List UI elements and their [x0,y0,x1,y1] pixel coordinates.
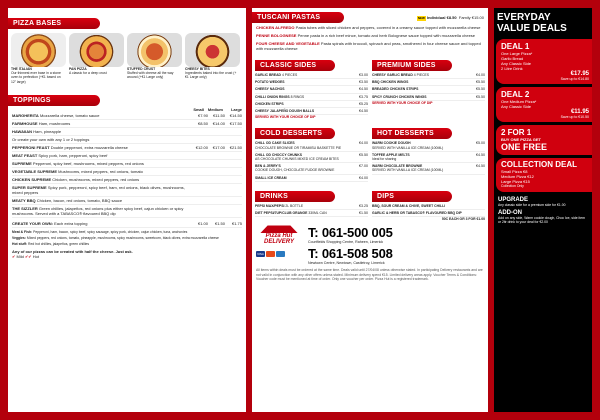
premium_sides-row [372,86,485,93]
drinks-price: €1.50 [359,211,368,216]
topping-name: HAWAIIAN [12,128,32,134]
classic_sides-row [255,94,368,101]
topping-price-large: €14.50 [229,112,242,118]
classic-sides [255,54,368,119]
topping-row [12,184,242,197]
classic_sides-row [255,72,368,79]
topping-row [12,112,242,120]
topping-row [12,120,242,128]
base-name: PAN PIZZA [69,67,87,71]
premium_sides-price: €5.50 [476,80,485,85]
topping-info [12,185,191,195]
hot_desserts-info [372,141,476,149]
contact-block [252,221,488,265]
hot_desserts-row [372,140,485,151]
cold_desserts-info [255,164,359,172]
drinks-name: PEPSI MAX/PEPSI [255,203,285,208]
payment-cards [256,251,304,257]
pizza-hut-logo: Pizza Hut DELIVERY [256,225,302,245]
hot_desserts-info [372,164,476,172]
premium_sides-name: BREADED CHICKEN STRIPS [372,87,419,92]
topping-desc: Ham, mushrooms [38,120,71,126]
topping-name: MARGHERITA [12,112,39,118]
cold_desserts-desc: COOKIE DOUGH, CHOCOLATE FUDGE BROWNIE [255,168,335,173]
topping-desc: Ham, pineapple [33,128,62,134]
dips-header: DIPS [372,191,452,202]
topping-info [12,177,191,182]
size-medium: Medium [207,106,223,112]
mastercard-icon [266,251,275,257]
dips [372,185,485,222]
topping-name: SUPER SUPREME [12,184,47,190]
topping-price-small: €7.90 [197,112,208,118]
topping-group: Veggies: Mixed peppers, red onions, tomato, pineapple, mushrooms, spicy mushrooms, sweetcorn, black olives, extra mozzarella cheese [12,236,219,241]
topping-name: FARMHOUSE [12,120,38,126]
cold_desserts-info [255,153,359,161]
classic_sides-price: €3.00 [359,73,368,77]
pasta-price-family: Family €15.00 [458,14,484,20]
topping-desc: Double pepperoni, extra mozzarella cheese [50,144,128,150]
cold_desserts-row [255,163,368,174]
dips-list [372,203,485,217]
deals-title: EVERYDAY VALUE DEALS [497,12,567,34]
cold_desserts-price: €4.00 [359,175,368,180]
hot_desserts-price: €5.00 [476,141,485,146]
topping-name: MEAT FEAST [12,152,38,158]
size-large: Large [231,106,242,112]
pasta-item: FOUR CHEESE AND VEGETABLE Pasta spirals with broccoli, spinach and peas, smothered in four cheese sauce and topped with mozzarella cheese [256,41,481,51]
classic_sides-info [255,102,359,106]
drinks-header: DRINKS [255,191,335,202]
classic_sides-price: €3.50 [359,80,368,85]
dips-name: GARLIC & HERB OR TABASCO® FLAVOURED BBQ DIP [372,211,462,216]
topping-prices [191,121,242,126]
cold_desserts-name: BEN & JERRY'S [255,164,281,169]
topping-row [12,176,242,184]
left-panel [8,8,246,412]
deal-2-for-1: 2 FOR 1 BUY ONE PIZZA GET ONE FREE [496,125,592,155]
pizza-bases [8,30,246,87]
middle-panel [252,8,488,412]
topping-name: CHICKEN SUPREME [12,176,52,182]
chilli-icon: ✔ [12,254,16,260]
base-name: CHEESY BITES [185,67,210,71]
hot_desserts-row [372,152,485,163]
phone-castletroy[interactable]: T: 061-508 508 [308,246,393,262]
hot_desserts-price: €4.50 [476,152,485,157]
premium_sides-name: SPICY CRUNCH CHICKEN WINGS [372,94,427,99]
cold_desserts-price: €5.50 [359,152,368,157]
premium_sides-name: CHEESY GARLIC BREAD [372,73,413,77]
cold_desserts-info [255,176,359,180]
premium_sides-note: 4 PIECES [413,73,430,77]
topping-info [12,113,191,118]
topping-price-medium: €14.00 [212,120,225,126]
create-label: CREATE YOUR OWN: [12,220,53,226]
classic_sides-price: €3.75 [359,94,368,99]
classic_sides-info [255,95,359,99]
pastas-list [252,23,488,51]
size-small: Small [193,106,204,112]
hot_desserts-row [372,163,485,174]
premium_sides-row [372,72,485,79]
topping-name: SUPREME [12,160,32,166]
hot_desserts-price: €4.50 [476,164,485,169]
dips-row [372,203,485,210]
topping-row [12,136,242,144]
base-desc: Our thinnest ever base in a stone oven to perfection (+€1 based on 12" large) [11,71,61,84]
topping-desc: Chicken, bacon, red onions, tomato, BBQ sauce [36,197,123,203]
pastas-header: TUSCANI PASTAS [252,12,344,23]
topping-prices [191,113,242,118]
address-raheen: Courtfields Shopping Centre, Raheen, Limerick [308,240,384,245]
dips-info [372,211,485,215]
pizza-image [11,33,66,67]
base-desc: Stuffed with cheese all the way around (+€1 Large only) [127,71,174,80]
premium_sides-price: €4.00 [476,73,485,77]
drinks [255,185,368,222]
drinks-list [255,203,368,217]
topping-info [12,198,191,203]
visa-card-icon: VISA [257,252,264,257]
classic_sides-info [255,109,359,113]
cold_desserts-price: €7.00 [359,164,368,169]
premium_sides-info [372,73,476,77]
premium_sides-row [372,79,485,86]
drinks-row [255,203,368,210]
topping-desc: Or create your own with any 1 or 2 toppings [12,136,90,142]
dips-name: BBQ, SOUR CREAM & CHIVE, SWEET CHILLI [372,203,446,208]
cold_desserts-row [255,175,368,182]
premium_sides-price: €5.50 [476,94,485,99]
topping-name: MEATY BBQ [12,197,36,203]
topping-price-small: €8.50 [197,120,208,126]
create-price-medium: €1.50 [214,220,225,226]
topping-price-large: €17.50 [229,120,242,126]
topping-info [12,137,191,142]
topping-desc: Pepperoni, spicy beef, mushrooms, mixed peppers, red onions [32,160,144,166]
hot-desserts-list [372,140,485,174]
drinks-note: 330ML CAN [308,211,327,216]
hot-desserts [372,122,485,181]
premium-sides-note: SERVED WITH YOUR CHOICE OF DIP [372,100,433,105]
create-your-own [8,220,246,260]
topping-info [12,153,191,158]
drinks-row [255,210,368,217]
base-stuffed [127,33,182,84]
create-price-large: €1.75 [231,220,242,226]
chilli-icon: ✔✔ [24,254,32,260]
pasta-price-individual: Individual €8.50 [426,14,457,20]
topping-info [12,145,191,150]
classic-sides-note: SERVED WITH YOUR CHOICE OF DIP [255,115,316,120]
topping-row [12,152,242,160]
topping-info [12,169,191,174]
deal-price: €17.95 [570,71,589,77]
classic_sides-name: CHEESY NACHOS [255,87,285,92]
topping-info [12,129,191,134]
pasta-item: CHICKEN ALFREDO Pasta tubes with sliced chicken and peppers, covered in a creamy sauce topped with mozzarella cheese [256,25,481,30]
deal-collection: COLLECTION DEAL Small Pizza €8 Medium Pizza €12 Large Pizza €15 Collection Only [496,158,592,192]
cold_desserts-price: €4.00 [359,141,368,146]
topping-price-small: €12.00 [195,144,208,150]
classic_sides-info [255,80,359,84]
premium-sides-list [372,72,485,101]
cold_desserts-info [255,141,359,149]
create-desc: Each extra topping [54,220,88,226]
drinks-name: DIET PEPSI/7UP/CLUB ORANGE [255,211,308,216]
hot_desserts-name: TOFFEE APPLE MELTS [372,152,410,157]
laser-card-icon [276,251,285,257]
topping-row [12,128,242,136]
premium-sides-header: PREMIUM SIDES [372,60,452,71]
classic_sides-row [255,108,368,115]
classic_sides-name: CHILLI ONION RINGS [255,94,290,99]
topping-row [12,197,242,205]
premium_sides-row [372,94,485,101]
deal-1: DEAL 1 One Large Pizza* Garlic Bread Any Classic Side 2 Litre Drink €17.95 Save up to €14.80 [496,39,592,84]
topping-name: VEGETABLE SUPREME [12,168,58,174]
topping-group: Meat & Fish: Pepperoni, ham, bacon, spicy beef, spicy sausage, spicy pork, chicken, cajun chicken, tuna, anchovies [12,229,188,234]
topping-row [12,205,242,218]
dips-info [372,204,485,208]
base-name: STUFFED CRUST [127,67,156,71]
deals-panel [494,8,592,412]
pasta-item: PENNE BOLOGNESE Penne pasta in a rich beef mince, tomato and herb Bolognese sauce topped with mozzarella cheese [256,33,476,38]
premium_sides-name: BBQ CHICKEN WINGS [372,80,409,85]
topping-price-large: €21.50 [229,144,242,150]
cold_desserts-name: SMALL ICE CREAM [255,175,287,180]
drinks-price: €3.25 [359,203,368,208]
address-castletroy: Newtown Centre, Newtown, Castletroy, Limerick [308,261,385,266]
cold_desserts-desc: AS CHOCOLATE CHUNKS MIXED ICE CREAM BITES [255,157,339,162]
half-cheese-note: Any of our pizzas can be created with half the cheese. Just ask. [12,249,133,255]
hot_desserts-info [372,153,476,161]
deal-save: Save up to €14.80 [560,77,589,81]
hot_desserts-name: WARM COOKIE DOUGH [372,141,411,146]
classic_sides-row [255,101,368,108]
hot_desserts-desc: SERVED WITH VANILLA ICE CREAM (100ML) [372,145,444,150]
premium_sides-price: €5.50 [476,87,485,92]
topping-row [12,160,242,168]
topping-desc: Mozzarella cheese, tomato sauce [39,112,100,118]
topping-name: THE SIZZLER [12,205,38,211]
classic_sides-name: CHEESY JALAPEÑO DOUGH BALLS [255,109,315,114]
classic_sides-name: POTATO WEDGES [255,80,285,85]
pizza-bases-header: PIZZA BASES [8,18,100,29]
spice-legend: ✔ Mild ✔✔ Hot [12,254,40,260]
cold_desserts-row [255,152,368,163]
phone-raheen[interactable]: T: 061-500 005 [308,225,393,241]
classic_sides-info [255,73,359,77]
hot_desserts-name: WARM CHOCOLATE BROWNIE [372,164,423,169]
classic_sides-row [255,86,368,93]
topping-name: PEPPERONI FEAST [12,144,50,150]
terms-text: All items within deals must be ordered at the same time. Deals valid until 27/04/08 unless otherwise stated. In participating Delivery restaurants and are not valid in conjunction with any other offers unless stated. Minimum delivery spend €15. Limited delivery areas apply. Voucher Terms & Conditions: Voucher code must be mentioned at time of order. Only one voucher per order. Pizza Hut is a registered trademark. [256,268,483,281]
classic-sides-list [255,72,368,115]
hot-desserts-header: HOT DESSERTS [372,128,452,139]
classic_sides-row [255,79,368,86]
deal-price: €11.95 [570,109,589,115]
base-desc: Ingredients baked into the crust (+€1 Large only) [185,71,237,80]
topping-info [12,206,191,216]
hot_desserts-desc: SERVED WITH VANILLA ICE CREAM (100ML) [372,168,444,173]
upgrade-block: UPGRADE Any classic side for a premium side for €1.00 ADD-ON Add on any side, Warm cookie dough, Choc Ice, side item or 2ltr drink to your deal for €2.00 [498,197,585,225]
topping-price-medium: €17.00 [212,144,225,150]
deal-2: DEAL 2 One Medium Pizza* Any Classic Side €11.95 Save up to €10.50 [496,87,592,122]
base-cheesy [185,33,240,84]
premium_sides-info [372,95,476,99]
classic_sides-note: 8 RINGS [290,94,305,99]
base-name: THE ITALIAN [11,67,32,71]
classic-sides-header: CLASSIC SIDES [255,60,335,71]
topping-info [12,121,191,126]
deal-save: Save up to €10.50 [560,115,589,119]
pizza-image [127,33,182,67]
classic_sides-name: CHICKEN STRIPS [255,101,284,106]
create-price-small: €1.00 [197,220,208,226]
pizza-image [69,33,124,67]
base-pan [69,33,124,84]
topping-desc: Green chillies, jalapeños, red onions plus either spicy beef, cajun chicken or spicy mushrooms. Served with a TABASCO® flavoured BBQ dip [12,205,184,216]
topping-desc: Mushrooms, mixed peppers, red onions, tomato [58,168,143,174]
new-badge: NEW [417,15,425,20]
topping-price-medium: €11.50 [213,112,225,118]
drinks-info [255,204,359,208]
premium-sides [372,54,485,119]
toppings-header: TOPPINGS [8,95,100,106]
classic_sides-price: €5.25 [359,101,368,106]
topping-desc: Chicken, mushrooms, mixed peppers, red onions [52,176,140,182]
premium_sides-info [372,87,476,91]
topping-desc: Spicy pork, ham, pepperoni, spicy beef [38,152,108,158]
classic_sides-note: 4 PIECES [281,73,298,77]
cold_desserts-name: CHILL OD CAKE SLICES [255,141,295,146]
classic_sides-info [255,87,359,91]
cold_desserts-desc: CHOCOLATE BROWNIE OR TIRAMISU BASKETTE PIE [255,145,342,150]
topping-desc: Spicy pork, pepperoni, spicy beef, ham, red onions, black olives, mushrooms, mixed peppers [12,184,185,195]
toppings-list [8,112,246,218]
topping-row [12,144,242,152]
topping-prices [191,145,242,150]
base-desc: A classic for a deep crust [69,71,107,76]
classic_sides-price: €4.50 [359,87,368,92]
cold_desserts-row [255,140,368,151]
topping-group: Hot stuff: Red hot chillies, jalapeños, green chillies [12,242,90,247]
classic_sides-name: GARLIC BREAD [255,73,281,77]
pizza-image [185,33,240,67]
dips-note: 50C EACH OR 3 FOR €1.00 [441,217,485,222]
cold-desserts-header: COLD DESSERTS [255,128,335,139]
cold_desserts-name: CHILL OD CHOCCY CHUNKS [255,152,302,157]
topping-row [12,168,242,176]
premium_sides-info [372,80,476,84]
classic_sides-price: €4.50 [359,109,368,114]
base-italian [11,33,66,84]
cold-desserts-list [255,140,368,181]
cold-desserts [255,122,368,181]
dips-row [372,210,485,217]
drinks-info [255,211,359,215]
topping-info [12,161,191,166]
hot_desserts-desc: Ideal for sharing [372,157,397,162]
drinks-note: 2L BOTTLE [285,203,304,208]
